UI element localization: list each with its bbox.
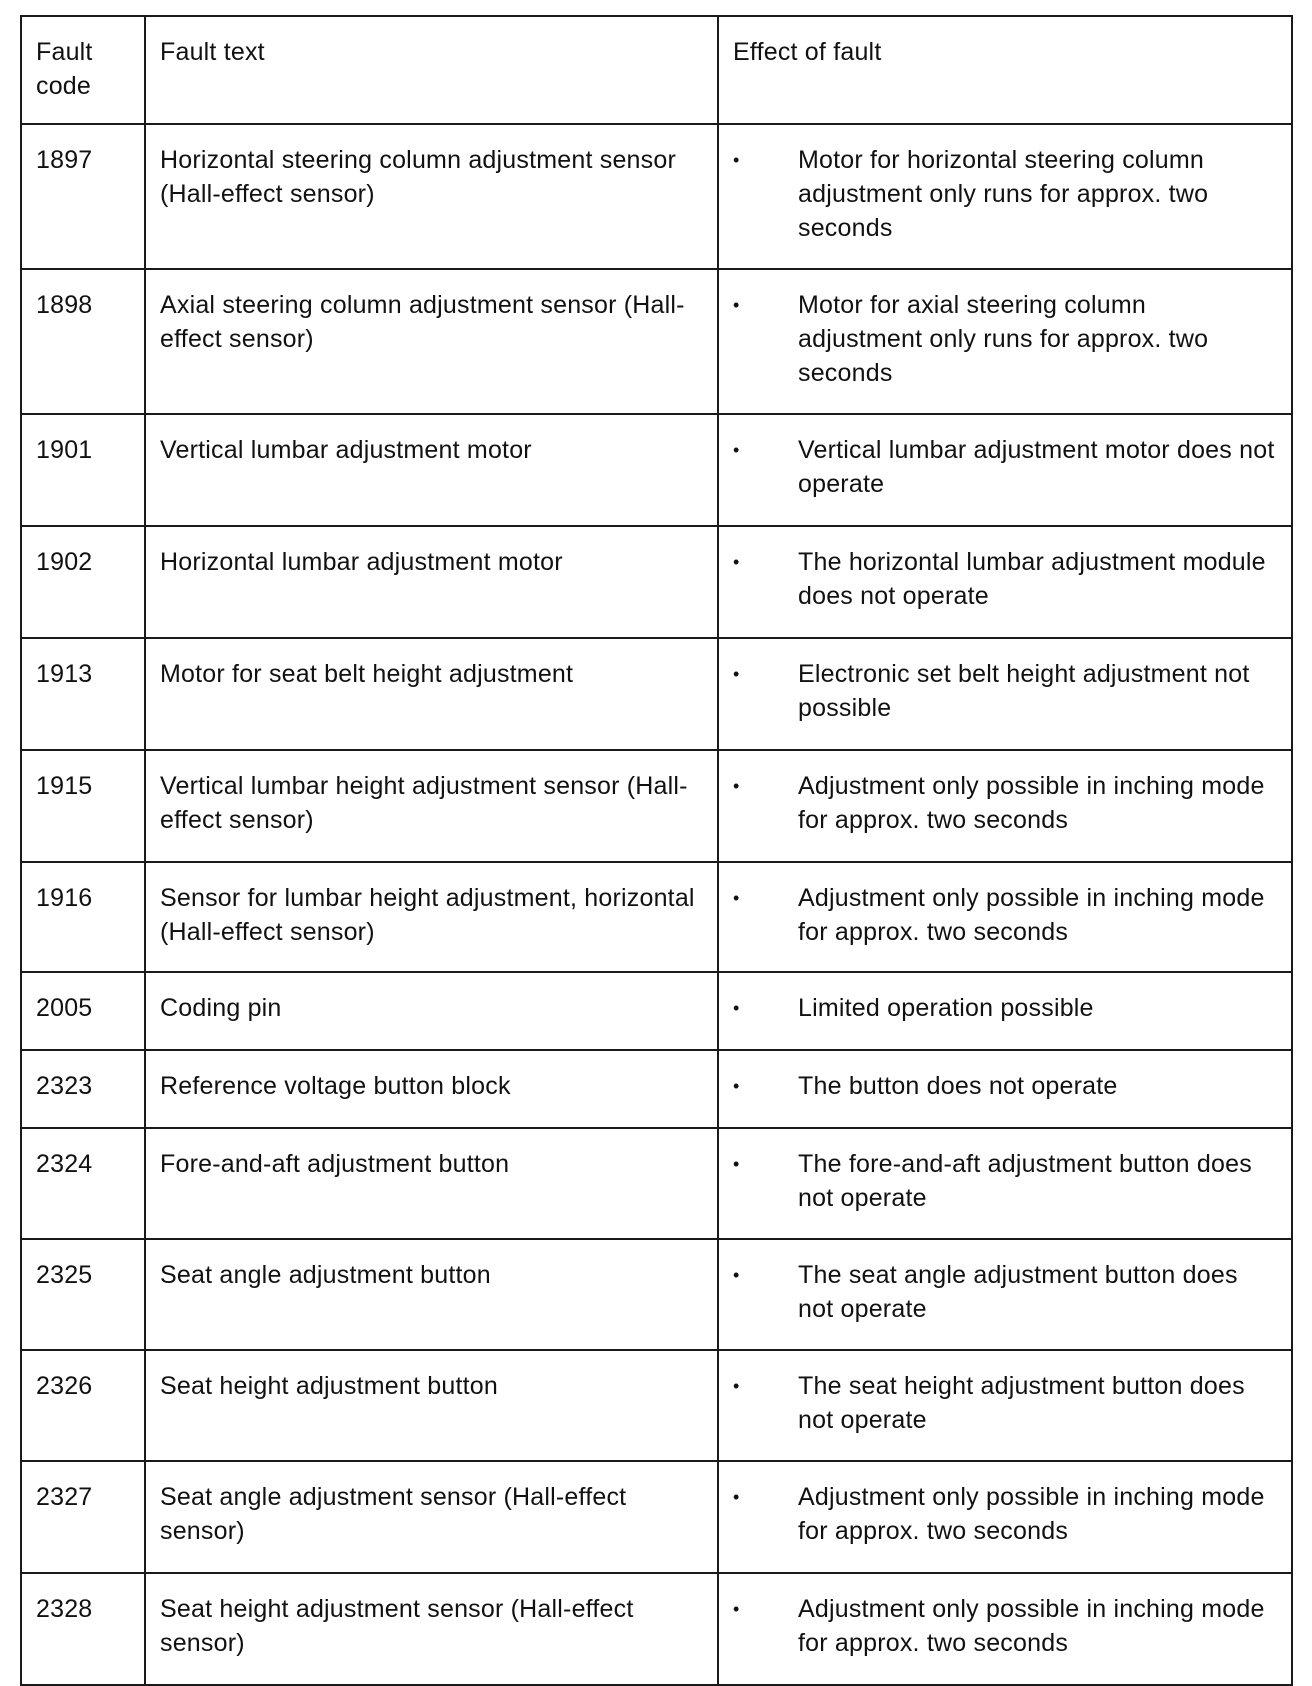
table-row bbox=[21, 638, 1292, 750]
header-fault-code: Fault code bbox=[21, 16, 145, 124]
fault-text-cell: Seat height adjustment button bbox=[145, 1350, 718, 1461]
table-row bbox=[21, 1128, 1292, 1239]
fault-code-cell: 2326 bbox=[21, 1350, 145, 1461]
table-row bbox=[21, 269, 1292, 414]
effect-text: Electronic set belt height adjustment not possible bbox=[798, 660, 1250, 722]
table-body bbox=[21, 124, 1292, 1685]
effect-of-fault-cell bbox=[718, 1050, 1292, 1128]
effect-text: The button does not operate bbox=[798, 1072, 1118, 1100]
fault-text-cell: Reference voltage button block bbox=[145, 1050, 718, 1128]
effect-of-fault-cell bbox=[718, 414, 1292, 526]
fault-code-cell: 1897 bbox=[21, 124, 145, 269]
effect-of-fault-cell bbox=[718, 1350, 1292, 1461]
bullet-icon: • bbox=[733, 888, 740, 908]
bullet-icon: • bbox=[733, 1376, 740, 1396]
bullet-icon: • bbox=[733, 998, 740, 1018]
fault-code-cell: 2323 bbox=[21, 1050, 145, 1128]
effect-of-fault-cell bbox=[718, 1461, 1292, 1573]
fault-text-cell: Vertical lumbar height adjustment sensor (Hall-effect sensor) bbox=[145, 750, 718, 862]
effect-text: The seat angle adjustment button does not operate bbox=[798, 1261, 1238, 1323]
fault-code-cell: 1902 bbox=[21, 526, 145, 638]
fault-text-cell: Axial steering column adjustment sensor (Hall-effect sensor) bbox=[145, 269, 718, 414]
effect-of-fault-cell bbox=[718, 1239, 1292, 1350]
fault-text-cell: Seat height adjustment sensor (Hall-effect sensor) bbox=[145, 1573, 718, 1685]
bullet-icon: • bbox=[733, 1599, 740, 1619]
effect-text: Motor for axial steering column adjustment only runs for approx. two seconds bbox=[798, 291, 1209, 387]
fault-text-cell: Vertical lumbar adjustment motor bbox=[145, 414, 718, 526]
effect-text: Adjustment only possible in inching mode for approx. two seconds bbox=[798, 772, 1265, 834]
table-row bbox=[21, 1239, 1292, 1350]
effect-text: Vertical lumbar adjustment motor does not operate bbox=[798, 436, 1275, 498]
fault-code-cell: 2325 bbox=[21, 1239, 145, 1350]
fault-text-cell: Horizontal lumbar adjustment motor bbox=[145, 526, 718, 638]
fault-text-cell: Seat angle adjustment sensor (Hall-effect sensor) bbox=[145, 1461, 718, 1573]
bullet-icon: • bbox=[733, 1076, 740, 1096]
bullet-icon: • bbox=[733, 150, 740, 170]
effect-of-fault-cell bbox=[718, 124, 1292, 269]
fault-text-cell: Seat angle adjustment button bbox=[145, 1239, 718, 1350]
effect-text: The seat height adjustment button does not operate bbox=[798, 1372, 1245, 1434]
bullet-icon: • bbox=[733, 1154, 740, 1174]
table-header-row bbox=[21, 16, 1292, 124]
bullet-icon: • bbox=[733, 1265, 740, 1285]
effect-text: Adjustment only possible in inching mode for approx. two seconds bbox=[798, 884, 1265, 946]
bullet-icon: • bbox=[733, 552, 740, 572]
effect-of-fault-cell bbox=[718, 638, 1292, 750]
fault-code-cell: 1916 bbox=[21, 862, 145, 972]
header-effect-of-fault: Effect of fault bbox=[718, 16, 1292, 124]
table-row bbox=[21, 414, 1292, 526]
effect-text: Adjustment only possible in inching mode for approx. two seconds bbox=[798, 1595, 1265, 1657]
bullet-icon: • bbox=[733, 664, 740, 684]
header-fault-text: Fault text bbox=[145, 16, 718, 124]
effect-text: The fore-and-aft adjustment button does not operate bbox=[798, 1150, 1252, 1212]
fault-code-cell: 2005 bbox=[21, 972, 145, 1050]
fault-text-cell: Motor for seat belt height adjustment bbox=[145, 638, 718, 750]
fault-code-cell: 2328 bbox=[21, 1573, 145, 1685]
fault-code-cell: 1901 bbox=[21, 414, 145, 526]
bullet-icon: • bbox=[733, 776, 740, 796]
fault-code-cell: 2327 bbox=[21, 1461, 145, 1573]
effect-text: Limited operation possible bbox=[798, 994, 1094, 1022]
fault-text-cell: Sensor for lumbar height adjustment, horizontal (Hall-effect sensor) bbox=[145, 862, 718, 972]
table-row bbox=[21, 1573, 1292, 1685]
table-row bbox=[21, 1461, 1292, 1573]
effect-of-fault-cell bbox=[718, 269, 1292, 414]
effect-text: The horizontal lumbar adjustment module does not operate bbox=[798, 548, 1266, 610]
effect-of-fault-cell bbox=[718, 972, 1292, 1050]
effect-of-fault-cell bbox=[718, 526, 1292, 638]
effect-text: Adjustment only possible in inching mode for approx. two seconds bbox=[798, 1483, 1265, 1545]
table-row bbox=[21, 972, 1292, 1050]
table-row bbox=[21, 862, 1292, 972]
table-row bbox=[21, 1050, 1292, 1128]
effect-text: Motor for horizontal steering column adjustment only runs for approx. two seconds bbox=[798, 146, 1209, 242]
effect-of-fault-cell bbox=[718, 1573, 1292, 1685]
table-row bbox=[21, 124, 1292, 269]
fault-code-cell: 2324 bbox=[21, 1128, 145, 1239]
fault-text-cell: Fore-and-aft adjustment button bbox=[145, 1128, 718, 1239]
fault-code-table bbox=[20, 15, 1293, 1686]
fault-code-cell: 1913 bbox=[21, 638, 145, 750]
effect-of-fault-cell bbox=[718, 862, 1292, 972]
table-row bbox=[21, 1350, 1292, 1461]
fault-code-cell: 1915 bbox=[21, 750, 145, 862]
table-row bbox=[21, 526, 1292, 638]
effect-of-fault-cell bbox=[718, 750, 1292, 862]
bullet-icon: • bbox=[733, 1487, 740, 1507]
effect-of-fault-cell bbox=[718, 1128, 1292, 1239]
fault-code-cell: 1898 bbox=[21, 269, 145, 414]
fault-text-cell: Coding pin bbox=[145, 972, 718, 1050]
table-row bbox=[21, 750, 1292, 862]
fault-text-cell: Horizontal steering column adjustment sensor (Hall-effect sensor) bbox=[145, 124, 718, 269]
bullet-icon: • bbox=[733, 440, 740, 460]
bullet-icon: • bbox=[733, 295, 740, 315]
